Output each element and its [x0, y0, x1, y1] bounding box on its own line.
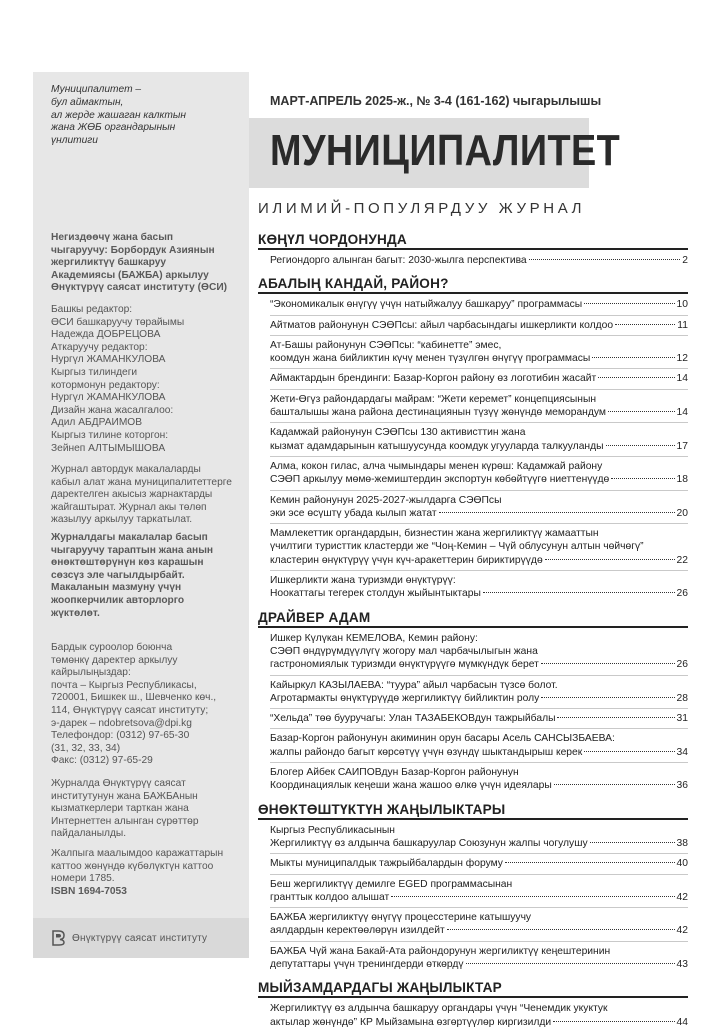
disclaimer-line: жоопкерчилик авторлорго: [51, 594, 185, 606]
photos-line: институтунун жана БАЖБАнын: [51, 790, 198, 802]
toc-entry-line: БАЖБА Чүй жана Бакай-Ата райондорунун жергиликтүү кеңештеринин: [270, 945, 611, 957]
contacts-line: Бардык суроолор боюнча: [51, 642, 173, 653]
distribution-line: кабыл алат жана муниципалитеттерге: [51, 476, 232, 488]
distribution-line: жазылуу аркылуу таркатылат.: [51, 514, 193, 526]
dot-leader: [608, 411, 675, 412]
page-number: 12: [676, 353, 688, 365]
registration-line: Жалпыга маалымдоо каражаттарын: [51, 848, 224, 859]
page-number: 10: [676, 299, 688, 311]
toc-entry-last-line: [270, 440, 688, 453]
page-number: 36: [676, 780, 688, 792]
dot-leader: [598, 377, 674, 378]
toc-entry-line: Мамлекеттик органдардын, бизнестин жана жергиликтүү жамааттын: [270, 528, 599, 540]
toc-entry[interactable]: [270, 945, 688, 975]
founders-line: Академиясы (БАЖБА) аркылуу: [51, 269, 209, 281]
dot-leader: [505, 862, 675, 863]
dot-leader: [554, 784, 675, 785]
toc-entry-last-line: [270, 891, 688, 904]
dot-leader: [439, 512, 675, 513]
toc-entry-line: Кемин районунун 2025-2027-жылдарга СЭӨПсы: [270, 494, 502, 506]
toc-entry-title: аялдардын керектөөлөрүн изилдейт: [270, 925, 445, 937]
toc-entry-last-line: [270, 857, 688, 870]
dot-leader: [557, 717, 674, 718]
toc-entry-title: жалпы райондо багыт көрсөтүү үчүн өзүндү шыктандырыш керек: [270, 746, 583, 758]
issue-line: МАРТ-АПРЕЛЬ 2025-ж., № 3-4 (161-162) чыгарылышы: [270, 94, 602, 108]
toc-entry-title: коомдун жана бийликтин күчү менен түзүлгөн өнүгүү программасы: [270, 353, 591, 365]
page-number: 38: [676, 837, 688, 849]
toc-entry-line: Беш жергиликтүү демилге EGED программасынан: [270, 878, 513, 890]
toc-entry-last-line: [270, 352, 688, 365]
editors-line: Нургүл ЖАМАНКУЛОВА: [51, 392, 166, 404]
journal-motto: [51, 84, 241, 148]
editors-line: Надежда ДОБРЕЦОВА: [51, 329, 161, 341]
toc-entry[interactable]: [270, 911, 688, 942]
toc-entry[interactable]: [270, 712, 688, 729]
disclaimer-line: өнөктөштөрүнүн көз карашын: [51, 557, 204, 569]
toc-entry[interactable]: [270, 732, 688, 763]
toc-entry-title: кластерин өнүктүрүү үчүн күч-аракеттерин бириктирүүдө: [270, 554, 543, 566]
page-number: 42: [676, 891, 688, 903]
photos-line: Журналда Өнүктүрүү саясат: [51, 778, 186, 789]
editors-line: ӨСИ башкаруучу төрайымы: [51, 316, 185, 328]
toc-entry-title: башталышы жана района дестинациянын түзүү жөнүндө меморандум: [270, 407, 606, 419]
photos-line: пайдаланылды.: [51, 828, 127, 840]
dot-leader: [391, 896, 674, 897]
toc-entry-last-line: [270, 779, 688, 792]
distribution-line: даректелген акысыз жарнактарды: [51, 489, 213, 501]
dot-leader: [615, 324, 675, 325]
page-number: 14: [676, 373, 688, 385]
founders-line: жергиликтүү башкаруу: [51, 257, 167, 269]
toc-entry-title: Жергиликтүү өз алдынча башкаруулар Союзунун жалпы чогулушу: [270, 837, 588, 849]
toc-entry-title: депутаттары үчүн тренингдерди өткөрдү: [270, 958, 464, 970]
toc-entry-title: эки эсе өсүштү убада кылып жатат: [270, 507, 437, 519]
motto-line: ал жерде жашаган калктын: [51, 109, 187, 121]
distribution-block: [51, 464, 251, 527]
page-number: 40: [676, 858, 688, 870]
section-entries: [258, 1002, 688, 1032]
toc-entry-last-line: [270, 406, 688, 419]
toc-entry-last-line: [270, 658, 688, 671]
toc-entry[interactable]: [270, 254, 688, 270]
toc-entry[interactable]: [270, 319, 688, 336]
distribution-line: жайгаштырат. Журнал акы төлөп: [51, 501, 207, 513]
section-entries: [258, 632, 688, 796]
disclaimer-line: чыгаруучу тараптын жана анын: [51, 544, 214, 556]
toc-entry-last-line: [270, 554, 688, 567]
toc-entry[interactable]: [270, 393, 688, 424]
toc-entry[interactable]: [270, 824, 688, 855]
section-heading: ДРАЙВЕР АДАМ: [258, 610, 688, 628]
toc-entry-title: “Экономикалык өнүгүү үчүн натыйжалуу башкаруу” программасы: [270, 299, 583, 311]
motto-line: Муниципалитет –: [51, 84, 142, 95]
photo-credits-block: [51, 778, 251, 841]
page-number: 28: [676, 692, 688, 704]
toc-entry-title: Координациялык кеңеши жана жашоо өлкө үчүн идеялары: [270, 780, 552, 792]
toc-entry-line: Ат-Башы районунун СЭӨПсы: “кабинетте” эмес,: [270, 339, 502, 351]
toc-entry-title: Айтматов районунун СЭӨПсы: айыл чарбасындагы ишкерликти колдоо: [270, 319, 614, 331]
dot-leader: [529, 259, 681, 260]
toc-entry-last-line: [270, 924, 688, 937]
toc-entry-line: Блогер Айбек САИПОВдун Базар-Коргон районунун: [270, 767, 519, 779]
toc-entry[interactable]: [270, 1002, 688, 1032]
contacts-line: 720001, Бишкек ш., Шевченко көч.,: [51, 692, 217, 704]
toc-entry-title: гранттык колдоо алышат: [270, 891, 390, 903]
toc-entry-line: БАЖБА жергиликтүү өнүгүү процесстерине катышуучу: [270, 912, 532, 924]
contacts-line: Факс: (0312) 97-65-29: [51, 755, 153, 767]
page-number: 31: [676, 713, 688, 725]
publisher-footer: [33, 918, 249, 958]
toc-entry[interactable]: [270, 632, 688, 676]
section-heading: МЫЙЗАМДАРДАГЫ ЖАҢЫЛЫКТАР: [258, 980, 688, 998]
contacts-block: [51, 642, 251, 768]
founders-line: Өнүктүрүү саясат институту (ӨСИ): [51, 282, 228, 294]
editors-line: Дизайн жана жасалгалоо:: [51, 404, 174, 416]
page-number: 26: [676, 588, 688, 600]
toc-entry-line: Кайыркул КАЗЫЛАЕВА: “туура” айыл чарбасын түзсө болот.: [270, 679, 558, 691]
disclaimer-line: жүктөлөт.: [51, 607, 100, 619]
section-entries: [258, 298, 688, 603]
dot-leader: [466, 963, 675, 964]
dot-leader: [590, 842, 675, 843]
toc-entry[interactable]: [270, 857, 688, 874]
registration-line: номери 1785.: [51, 873, 115, 885]
section-heading: КӨҢҮЛ ЧОРДОНУНДА: [258, 232, 688, 250]
disclaimer-line: Журналдагы макалалар басып: [51, 532, 208, 543]
editors-line: Нургүл ЖАМАНКУЛОВА: [51, 354, 166, 366]
disclaimer-line: сөзсүз эле чагылдырбайт.: [51, 569, 185, 581]
section-heading: ӨНӨКТӨШТҮКТҮН ЖАҢЫЛЫКТАРЫ: [258, 802, 688, 820]
toc-entry-line: Ишкерликти жана туризмди өнүктүрүү:: [270, 575, 456, 587]
photos-line: кызматкерлери тарткан жана: [51, 803, 189, 815]
section-entries: [258, 824, 688, 975]
toc-entry-line: Ишкер Күлүкан КЕМЕЛОВА, Кемин району:: [270, 632, 478, 644]
toc-entry-last-line: [270, 692, 688, 705]
table-of-contents: [258, 232, 688, 1035]
editors-line: Башкы редактор:: [51, 304, 133, 315]
toc-entry-title: Мыкты муниципалдык тажрыйбалардын форуму: [270, 858, 503, 870]
toc-entry-last-line: [270, 837, 688, 850]
toc-entry[interactable]: [270, 878, 688, 909]
toc-entry-title: Региондорго алынган багыт: 2030-жылга перспектива: [270, 255, 527, 266]
sidebar-panel: [33, 72, 249, 958]
editors-line: Зейнеп АЛТЫМЫШОВА: [51, 442, 166, 454]
page-number: 20: [676, 507, 688, 519]
toc-entry[interactable]: [270, 766, 688, 796]
contacts-line: (31, 32, 33, 34): [51, 742, 121, 754]
contacts-line: кайрылыңыздар:: [51, 667, 131, 679]
toc-entry-title: “Хельда” төө бууручагы: Улан ТАЗАБЕКОВдун тажрыйбалы: [270, 713, 556, 725]
disclaimer-block: [51, 532, 251, 620]
toc-entry-line: Жергиликтүү өз алдынча башкаруу органдары үчүн “Ченемдик укуктук: [270, 1003, 608, 1015]
toc-entry-last-line: [270, 473, 688, 486]
toc-entry-line: Кадамжай районунун СЭӨПсы 130 активисттин жана: [270, 427, 526, 439]
dot-leader: [483, 592, 675, 593]
toc-entry-title: Агротармакты өнүктүрүүдө жергиликтүү бийликтин ролу: [270, 692, 540, 704]
section-entries: [258, 254, 688, 270]
distribution-line: Журнал автордук макалаларды: [51, 464, 201, 475]
page-number: 17: [676, 440, 688, 452]
page-number: 44: [676, 1016, 688, 1028]
toc-entry-last-line: [270, 712, 688, 725]
toc-entry-last-line: [270, 298, 688, 311]
section-heading: АБАЛЫҢ КАНДАЙ, РАЙОН?: [258, 276, 688, 294]
page-number: 18: [676, 474, 688, 486]
contacts-line: э-дарек – ndobretsova@dpi.kg: [51, 717, 192, 729]
toc-entry[interactable]: [270, 426, 688, 457]
page-number: 2: [682, 255, 688, 266]
toc-entry-last-line: [270, 319, 688, 332]
toc-entry-line: СЭӨП өндүрүмдүүлүгү жогору мал чарбачылыгын жана: [270, 645, 538, 657]
toc-entry-line: үчилтиги туристтик кластерди же “Чоң-Кемин – Чүй облусунун алтын чөйчөгү”: [270, 541, 644, 553]
toc-entry-title: Аймактардын брендинги: Базар-Коргон району өз логотибин жасайт: [270, 373, 597, 385]
toc-entry-line: Жети-Өгүз райондардагы майрам: “Жети керемет” концепциясынын: [270, 393, 597, 405]
institute-name: Өнүктүрүү саясат институту: [72, 932, 208, 944]
toc-entry-last-line: [270, 254, 688, 267]
toc-entry-line: Кыргыз Республикасынын: [270, 824, 395, 836]
motto-line: бул аймактын,: [51, 96, 124, 108]
page-number: 22: [676, 554, 688, 566]
page-number: 26: [676, 659, 688, 671]
contacts-line: төмөнкү даректер аркылуу: [51, 654, 178, 666]
isbn: ISBN 1694-7053: [51, 885, 127, 897]
institute-logo-icon: [51, 930, 65, 946]
editors-line: Адил АБДРАИМОВ: [51, 417, 143, 429]
founders-line: Негиздөөчү жана басып: [51, 232, 174, 243]
editors-line: котормонун редактору:: [51, 379, 160, 391]
dot-leader: [541, 697, 674, 698]
dot-leader: [553, 1021, 674, 1022]
toc-entry[interactable]: [270, 527, 688, 571]
page-number: 14: [676, 407, 688, 419]
editorial-staff-block: [51, 304, 251, 455]
toc-entry-line: Алма, кокон гилас, алча чымындары менен күрөш: Кадамжай району: [270, 460, 603, 472]
toc-entry[interactable]: [270, 460, 688, 491]
toc-entry-last-line: [270, 746, 688, 759]
toc-entry-last-line: [270, 507, 688, 520]
journal-subtitle: ИЛИМИЙ-ПОПУЛЯРДУУ ЖУРНАЛ: [258, 200, 586, 217]
dot-leader: [584, 303, 674, 304]
toc-entry[interactable]: [270, 339, 688, 370]
disclaimer-line: Макаланын мазмуну үчүн: [51, 582, 182, 594]
toc-entry[interactable]: [270, 298, 688, 315]
toc-entry[interactable]: [270, 679, 688, 710]
editors-line: Кыргыз тилиндеги: [51, 366, 138, 378]
journal-title: МУНИЦИПАЛИТЕТ: [270, 126, 621, 175]
photos-line: Интернеттен алынган сүрөттөр: [51, 815, 199, 827]
page-number: 42: [676, 925, 688, 937]
dot-leader: [545, 559, 675, 560]
toc-entry-title: кызмат адамдарынын катышуусунда коомдук угуулардa талкууланды: [270, 440, 604, 452]
toc-entry-last-line: [270, 372, 688, 385]
toc-entry-title: гастрономиялык туризмди өнүктүрүүгө мүмкүндүк берет: [270, 659, 539, 671]
toc-entry-title: актылар жөнүндө” КР Мыйзамына өзгөртүүлөр киргизилди: [270, 1016, 552, 1028]
contacts-line: почта – Кыргыз Республикасы,: [51, 679, 197, 691]
toc-entry-last-line: [270, 958, 688, 971]
registration-block: [51, 848, 251, 898]
dot-leader: [447, 929, 675, 930]
toc-entry[interactable]: [270, 494, 688, 525]
contacts-line: 114, Өнүктүрүү саясат институту;: [51, 704, 209, 716]
page-number: 43: [676, 958, 688, 970]
page-number: 11: [677, 319, 688, 331]
toc-entry-last-line: [270, 1016, 688, 1029]
dot-leader: [584, 751, 674, 752]
dot-leader: [541, 663, 675, 664]
toc-entry-title: СЭӨП аркылуу мөмө-жемиштердин экспортун көбөйтүүгө ниеттенүүдө: [270, 474, 610, 486]
founders-line: чыгаруучу: Борбордук Азиянын: [51, 244, 215, 256]
dot-leader: [606, 445, 675, 446]
editors-line: Кыргыз тилине которгон:: [51, 429, 169, 441]
toc-entry[interactable]: [270, 372, 688, 389]
dot-leader: [592, 357, 674, 358]
motto-line: жана ЖӨБ органдарынын: [51, 122, 176, 134]
toc-entry-title: Ноокаттагы тегерек столдун жыйынтыктары: [270, 588, 481, 600]
toc-entry-last-line: [270, 587, 688, 600]
registration-text: [51, 848, 251, 886]
editors-line: Аткаруучу редактор:: [51, 341, 148, 353]
toc-entry-line: Базар-Коргон районунун акиминин орун басары Асель САНСЫЗБАЕВА:: [270, 733, 615, 745]
page-number: 34: [676, 746, 688, 758]
contacts-line: Телефондор: (0312) 97-65-30: [51, 730, 190, 742]
motto-line: үнлитиги: [51, 135, 98, 147]
dot-leader: [611, 478, 674, 479]
registration-line: каттоо жөнүндө күбөлүктүн каттоо: [51, 860, 214, 872]
toc-entry[interactable]: [270, 574, 688, 604]
founders-block: [51, 232, 251, 295]
